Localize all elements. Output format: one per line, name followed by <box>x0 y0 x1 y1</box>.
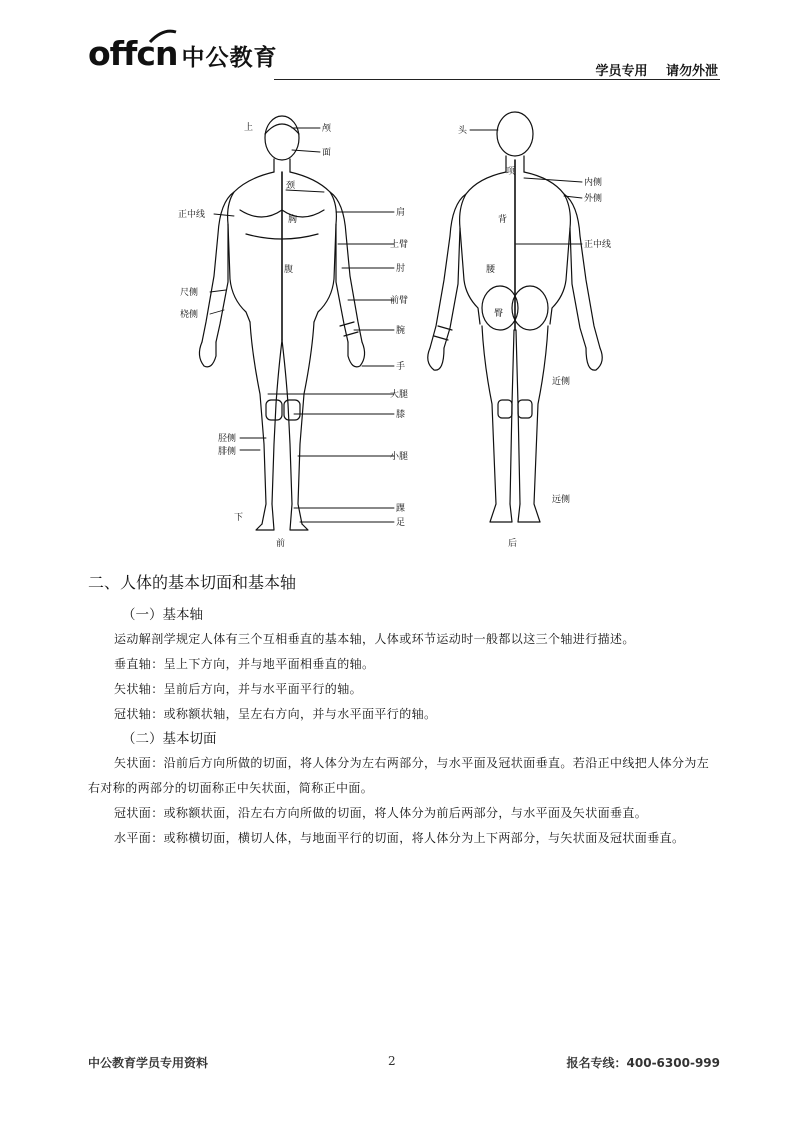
main-content <box>88 570 720 851</box>
label-waice: 外侧 <box>584 194 603 204</box>
label-jian: 肩 <box>396 208 406 218</box>
paragraph-axes-intro: 运动解剖学规定人体有三个互相垂直的基本轴，人体或环节运动时一般都以这三个轴进行描述。 <box>114 632 635 646</box>
paragraph-coronal-plane: 冠状面：或称额状面，沿左右方向所做的切面，将人体分为前后两部分，与水平面及矢状面垂直。 <box>114 806 648 820</box>
label-xiang: 项 <box>506 167 516 177</box>
label-tou: 头 <box>458 126 468 136</box>
label-tun: 臀 <box>494 309 504 319</box>
label-hou: 后 <box>508 539 518 549</box>
anatomy-diagram <box>168 104 628 556</box>
label-yao: 腰 <box>486 265 496 275</box>
label-yuance: 远侧 <box>552 495 571 505</box>
label-fu: 腹 <box>284 265 294 275</box>
paragraph-vertical-axis: 垂直轴：呈上下方向，并与地平面相垂直的轴。 <box>114 657 375 671</box>
logo-cn-text: 中公教育 <box>181 45 278 71</box>
label-datui: 大腿 <box>390 390 409 400</box>
footer-hotline: 报名专线：400-6300-999 <box>566 1056 720 1070</box>
paragraph-sagittal-axis: 矢状轴：呈前后方向，并与水平面平行的轴。 <box>114 682 363 696</box>
front-leader-lines <box>210 128 394 522</box>
label-shou: 手 <box>396 362 406 372</box>
label-huai: 踝 <box>396 504 406 514</box>
label-zhou: 肘 <box>396 264 406 274</box>
label-jingce: 胫侧 <box>218 434 237 444</box>
label-shangbi: 上臂 <box>390 240 409 250</box>
label-neice: 内侧 <box>584 178 603 188</box>
label-jince: 近侧 <box>552 377 571 387</box>
label-wan: 腕 <box>396 326 406 336</box>
logo-arc-icon <box>148 28 178 44</box>
offcn-logo <box>88 34 277 73</box>
label-xi: 膝 <box>396 410 406 420</box>
label-mian: 面 <box>322 148 332 158</box>
header-tag-student: 学员专用 <box>595 64 648 79</box>
page-header <box>88 28 720 84</box>
back-leader-lines <box>470 130 582 244</box>
header-tag-confidential: 请勿外泄 <box>665 64 718 79</box>
label-qianbi: 前臂 <box>390 296 409 306</box>
label-feice: 腓侧 <box>218 447 237 457</box>
label-chice: 尺侧 <box>180 288 199 298</box>
page-number: 2 <box>388 1054 396 1068</box>
subsection-title-axes: （一）基本轴 <box>122 607 203 623</box>
label-xiong: 胸 <box>288 215 298 225</box>
label-zhengzhongxian-back: 正中线 <box>584 240 612 250</box>
label-raoce: 桡侧 <box>180 310 199 320</box>
label-jing: 颈 <box>286 181 296 191</box>
label-shang: 上 <box>244 123 254 133</box>
label-bei: 背 <box>498 215 508 225</box>
label-zu: 足 <box>396 518 406 528</box>
label-zhengzhongxian-front: 正中线 <box>178 210 206 220</box>
label-lu: 颅 <box>322 124 332 134</box>
front-body-outline <box>199 116 364 530</box>
label-qian: 前 <box>276 539 286 549</box>
label-xia: 下 <box>234 513 244 523</box>
header-tags <box>595 60 718 79</box>
header-rule <box>274 79 720 80</box>
section-title: 二、人体的基本切面和基本轴 <box>88 573 297 592</box>
label-xiaotui: 小腿 <box>390 452 409 462</box>
paragraph-horizontal-plane: 水平面：或称横切面，横切人体，与地面平行的切面，将人体分为上下两部分，与矢状面及冠状面垂直。 <box>114 831 685 845</box>
paragraph-coronal-axis: 冠状轴：或称额状轴，呈左右方向，并与水平面平行的轴。 <box>114 707 437 721</box>
anatomy-figure <box>168 104 628 556</box>
subsection-title-planes: （二）基本切面 <box>122 731 217 747</box>
paragraph-sagittal-plane: 矢状面：沿前后方向所做的切面，将人体分为左右两部分，与水平面及冠状面垂直。若沿正中线把人体分为左右对称的两部分的切面称正中矢状面，简称正中面。 <box>88 756 710 795</box>
logo-latin-text: offcn <box>88 34 178 73</box>
page-footer <box>88 1054 720 1074</box>
footer-left-text: 中公教育学员专用资料 <box>88 1056 209 1070</box>
